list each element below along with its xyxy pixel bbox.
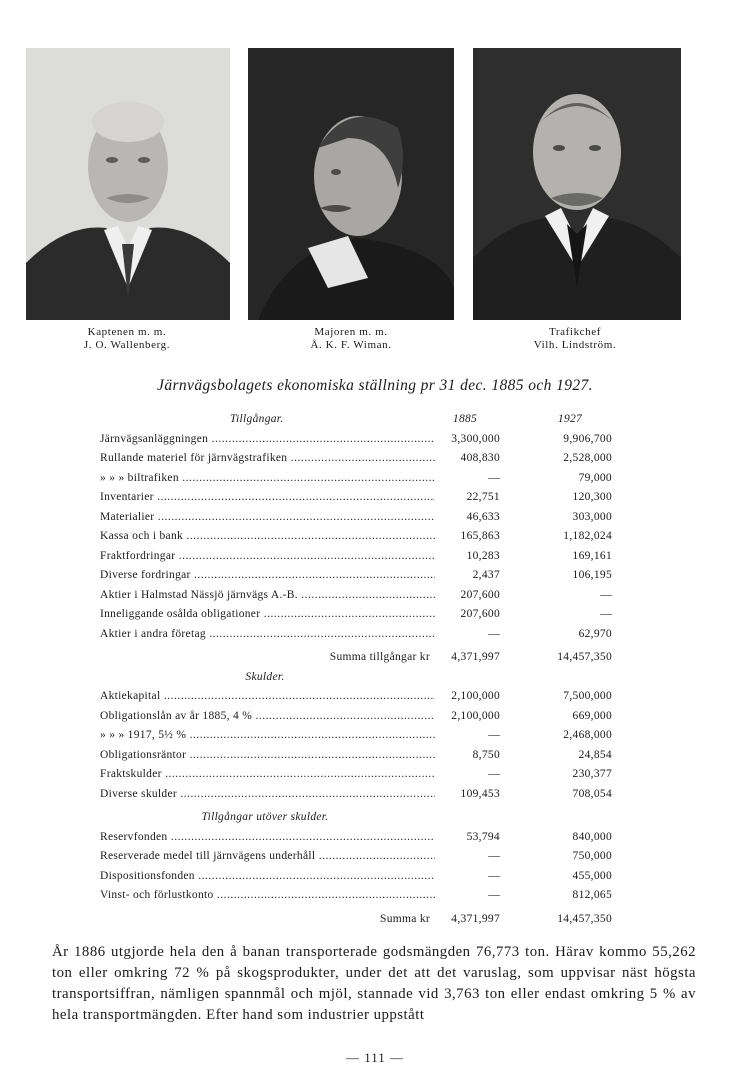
row-label: Kassa och i bank .....	[100, 527, 435, 547]
value-1927: 2,528,000	[563, 452, 612, 464]
table-row	[100, 430, 620, 450]
row-label: Reservfonden .....	[100, 828, 435, 848]
table-row	[100, 547, 620, 567]
table-row	[100, 867, 620, 887]
row-label: » » » 1917, 5½ % .....	[100, 726, 435, 746]
caption-line: Majoren m. m.	[314, 326, 388, 338]
value-1885: 2,437	[472, 569, 500, 581]
row-label: Fraktfordringar .....	[100, 547, 435, 567]
table-row	[100, 508, 620, 528]
liabilities-heading-row	[100, 668, 620, 688]
value-1885: 109,453	[460, 787, 500, 800]
portrait-photo-wallenberg	[26, 48, 230, 320]
table-row	[100, 707, 620, 727]
row-label: Vinst- och förlustkonto .....	[100, 886, 435, 906]
value-1927: 750,000	[572, 850, 612, 862]
value-1885: —	[488, 869, 500, 882]
value-1927: 14,457,350	[557, 912, 612, 925]
table-row	[100, 449, 620, 469]
balance-sheet-table	[100, 410, 620, 929]
table-row	[100, 687, 620, 707]
row-label: Summa kr	[380, 912, 430, 925]
table-row	[100, 605, 620, 625]
value-1927: 812,065	[572, 889, 612, 901]
row-label: Aktier i andra företag .....	[100, 625, 435, 645]
row-label: Aktier i Halmstad Nässjö järnvägs A.-B. .....	[100, 586, 435, 606]
table-row	[100, 726, 620, 746]
row-label: Obligationslån av år 1885, 4 % .....	[100, 707, 435, 727]
row-label: » » » biltrafiken .....	[100, 469, 435, 489]
value-1927: 840,000	[572, 830, 612, 843]
row-label: Materialier .....	[100, 508, 435, 528]
assets-rows	[100, 430, 620, 645]
value-1885: 8,750	[472, 748, 500, 761]
value-1927: 9,906,700	[563, 432, 612, 445]
row-label: Diverse fordringar .....	[100, 566, 435, 586]
row-label: Aktiekapital .....	[100, 687, 435, 707]
value-1927: 169,161	[572, 549, 612, 562]
value-1927: 708,054	[572, 787, 612, 800]
value-1885: 2,100,000	[451, 709, 500, 722]
liabilities-heading: Skulder.	[245, 670, 285, 683]
value-1885: 46,633	[466, 510, 500, 523]
value-1927: 106,195	[572, 569, 612, 581]
value-1885: 22,751	[466, 491, 500, 503]
value-1885: 4,371,997	[451, 651, 500, 663]
value-1885: 207,600	[460, 588, 500, 601]
value-1885: 53,794	[466, 830, 500, 843]
value-1885: 165,863	[460, 530, 500, 542]
table-title: Järnvägsbolagets ekonomiska ställning pr 31 dec. 1885 och 1927.	[157, 377, 593, 394]
value-1927: —	[600, 608, 612, 620]
grand-total-row	[100, 910, 620, 930]
table-row	[100, 469, 620, 489]
value-1885: 408,830	[460, 452, 500, 464]
table-row	[100, 625, 620, 645]
value-1885: —	[488, 471, 500, 484]
row-label: Rullande materiel för järnvägstrafiken .....	[100, 449, 435, 469]
surplus-rows	[100, 828, 620, 906]
row-label: Diverse skulder .....	[100, 785, 435, 805]
value-1885: 2,100,000	[451, 690, 500, 702]
value-1885: —	[488, 729, 500, 741]
table-row	[100, 586, 620, 606]
value-1885: —	[488, 889, 500, 901]
row-label: Reserverade medel till järnvägens underhåll .....	[100, 847, 435, 867]
row-label: Dispositionsfonden .....	[100, 867, 435, 887]
body-paragraph: År 1886 utgjorde hela den å banan transporterade godsmängden 76,773 ton. Härav kommo 55,262 ton eller omkring 72 % på skogsprodukter, under det att det varuslag, som uppvisar näst högsta transportsiffran, nämligen spannmål och mjöl, stannade vid 3,763 ton eller endast omkring 5 % av hela transportmängden. Efter hand som industrier uppstått	[52, 944, 696, 1023]
value-1927: 7,500,000	[563, 690, 612, 702]
portrait-photo-wiman	[248, 48, 454, 320]
assets-heading: Tillgångar.	[230, 413, 284, 425]
value-1885: —	[488, 627, 500, 640]
value-1927: 2,468,000	[563, 729, 612, 741]
value-1885: 3,300,000	[451, 432, 500, 445]
value-1927: 14,457,350	[557, 651, 612, 663]
table-row	[100, 566, 620, 586]
value-1927: 24,854	[578, 748, 612, 761]
table-row	[100, 765, 620, 785]
row-label: Obligationsräntor .....	[100, 746, 435, 766]
column-header-1885: 1885	[452, 413, 478, 425]
value-1927: 62,970	[578, 627, 612, 640]
column-header-1927: 1927	[557, 413, 583, 425]
portrait-photo-lindstrom	[473, 48, 681, 320]
row-label: Inneliggande osålda obligationer .....	[100, 605, 435, 625]
value-1927: 669,000	[572, 709, 612, 722]
row-label: Fraktskulder .....	[100, 765, 435, 785]
table-row	[100, 527, 620, 547]
value-1927: 120,300	[572, 491, 612, 503]
page-number: — 111 —	[345, 1050, 405, 1065]
surplus-heading-row	[100, 808, 620, 828]
surplus-heading: Tillgångar utöver skulder.	[201, 811, 329, 823]
caption-line: J. O. Wallenberg.	[83, 339, 171, 351]
caption-line: Trafikchef	[548, 326, 602, 338]
table-row	[100, 828, 620, 848]
caption-wallenberg	[52, 326, 202, 352]
table-row	[100, 785, 620, 805]
value-1885: —	[488, 768, 500, 780]
table-row	[100, 746, 620, 766]
row-label: Järnvägsanläggningen .....	[100, 430, 435, 450]
assets-total-row	[100, 648, 620, 668]
caption-line: Kaptenen m. m.	[87, 326, 167, 338]
value-1927: 303,000	[572, 510, 612, 523]
value-1885: 4,371,997	[451, 912, 500, 925]
value-1885: 207,600	[460, 608, 500, 620]
row-label: Summa tillgångar kr	[329, 651, 430, 663]
value-1927: 1,182,024	[563, 530, 612, 542]
table-header-row	[100, 410, 620, 430]
row-label: Inventarier .....	[100, 488, 435, 508]
table-row	[100, 488, 620, 508]
table-row	[100, 886, 620, 906]
caption-lindstrom	[500, 326, 650, 352]
caption-line: Å. K. F. Wiman.	[310, 339, 392, 351]
table-row	[100, 847, 620, 867]
caption-wiman	[276, 326, 426, 352]
liabilities-rows	[100, 687, 620, 804]
value-1927: —	[600, 588, 612, 601]
caption-line: Vilh. Lindström.	[533, 339, 617, 351]
value-1885: —	[488, 850, 500, 862]
value-1885: 10,283	[466, 549, 500, 562]
value-1927: 79,000	[578, 471, 612, 484]
value-1927: 230,377	[572, 768, 612, 780]
value-1927: 455,000	[572, 869, 612, 882]
